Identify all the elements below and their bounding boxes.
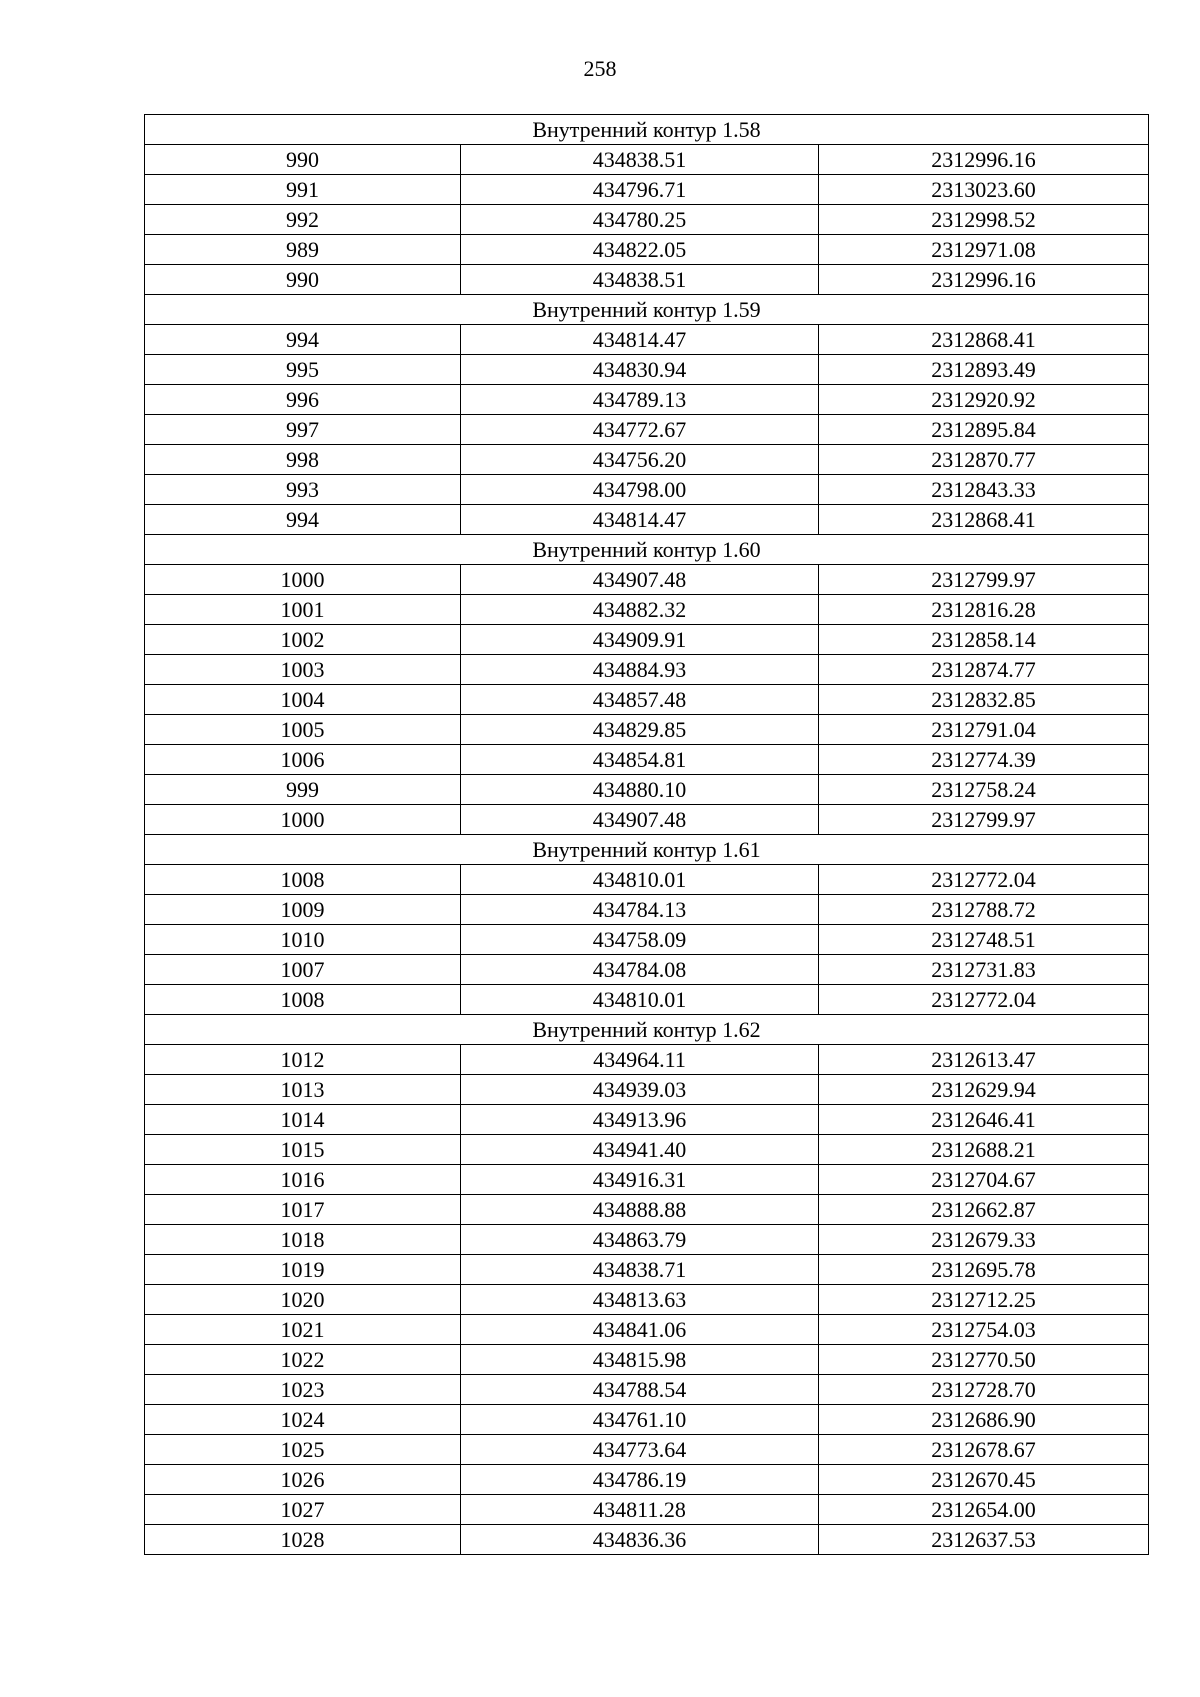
y-coordinate-cell: 2312695.78 bbox=[819, 1255, 1149, 1285]
table-row bbox=[145, 865, 1149, 895]
point-number-cell: 993 bbox=[145, 475, 461, 505]
table-row bbox=[145, 1495, 1149, 1525]
table-row bbox=[145, 175, 1149, 205]
point-number-cell: 989 bbox=[145, 235, 461, 265]
x-coordinate-cell: 434830.94 bbox=[461, 355, 819, 385]
x-coordinate-cell: 434810.01 bbox=[461, 865, 819, 895]
section-header-row bbox=[145, 295, 1149, 325]
x-coordinate-cell: 434814.47 bbox=[461, 325, 819, 355]
table-row bbox=[145, 1045, 1149, 1075]
point-number-cell: 999 bbox=[145, 775, 461, 805]
x-coordinate-cell: 434772.67 bbox=[461, 415, 819, 445]
point-number-cell: 990 bbox=[145, 145, 461, 175]
point-number-cell: 1023 bbox=[145, 1375, 461, 1405]
point-number-cell: 1007 bbox=[145, 955, 461, 985]
y-coordinate-cell: 2312868.41 bbox=[819, 325, 1149, 355]
y-coordinate-cell: 2312754.03 bbox=[819, 1315, 1149, 1345]
x-coordinate-cell: 434916.31 bbox=[461, 1165, 819, 1195]
table-row bbox=[145, 1225, 1149, 1255]
y-coordinate-cell: 2312920.92 bbox=[819, 385, 1149, 415]
y-coordinate-cell: 2312870.77 bbox=[819, 445, 1149, 475]
coordinates-table bbox=[144, 114, 1149, 1555]
point-number-cell: 1008 bbox=[145, 865, 461, 895]
point-number-cell: 1003 bbox=[145, 655, 461, 685]
y-coordinate-cell: 2312637.53 bbox=[819, 1525, 1149, 1555]
y-coordinate-cell: 2312868.41 bbox=[819, 505, 1149, 535]
point-number-cell: 1024 bbox=[145, 1405, 461, 1435]
table-row bbox=[145, 265, 1149, 295]
point-number-cell: 1013 bbox=[145, 1075, 461, 1105]
x-coordinate-cell: 434815.98 bbox=[461, 1345, 819, 1375]
table-row bbox=[145, 985, 1149, 1015]
x-coordinate-cell: 434784.08 bbox=[461, 955, 819, 985]
point-number-cell: 1021 bbox=[145, 1315, 461, 1345]
table-row bbox=[145, 1315, 1149, 1345]
table-row bbox=[145, 1165, 1149, 1195]
y-coordinate-cell: 2312799.97 bbox=[819, 565, 1149, 595]
x-coordinate-cell: 434784.13 bbox=[461, 895, 819, 925]
section-title: Внутренний контур 1.60 bbox=[145, 535, 1149, 565]
page-number: 258 bbox=[583, 56, 617, 81]
y-coordinate-cell: 2312679.33 bbox=[819, 1225, 1149, 1255]
x-coordinate-cell: 434939.03 bbox=[461, 1075, 819, 1105]
x-coordinate-cell: 434907.48 bbox=[461, 805, 819, 835]
x-coordinate-cell: 434909.91 bbox=[461, 625, 819, 655]
table-row bbox=[145, 1105, 1149, 1135]
y-coordinate-cell: 2312774.39 bbox=[819, 745, 1149, 775]
table-row bbox=[145, 625, 1149, 655]
table-row bbox=[145, 595, 1149, 625]
point-number-cell: 997 bbox=[145, 415, 461, 445]
x-coordinate-cell: 434814.47 bbox=[461, 505, 819, 535]
table-row bbox=[145, 1285, 1149, 1315]
table-row bbox=[145, 775, 1149, 805]
x-coordinate-cell: 434907.48 bbox=[461, 565, 819, 595]
x-coordinate-cell: 434941.40 bbox=[461, 1135, 819, 1165]
table-row bbox=[145, 715, 1149, 745]
x-coordinate-cell: 434838.71 bbox=[461, 1255, 819, 1285]
y-coordinate-cell: 2312678.67 bbox=[819, 1435, 1149, 1465]
x-coordinate-cell: 434829.85 bbox=[461, 715, 819, 745]
x-coordinate-cell: 434756.20 bbox=[461, 445, 819, 475]
x-coordinate-cell: 434813.63 bbox=[461, 1285, 819, 1315]
section-title: Внутренний контур 1.62 bbox=[145, 1015, 1149, 1045]
table-row bbox=[145, 325, 1149, 355]
x-coordinate-cell: 434789.13 bbox=[461, 385, 819, 415]
table-row bbox=[145, 895, 1149, 925]
point-number-cell: 996 bbox=[145, 385, 461, 415]
x-coordinate-cell: 434811.28 bbox=[461, 1495, 819, 1525]
x-coordinate-cell: 434773.64 bbox=[461, 1435, 819, 1465]
table-row bbox=[145, 685, 1149, 715]
point-number-cell: 1016 bbox=[145, 1165, 461, 1195]
table-row bbox=[145, 415, 1149, 445]
table-row bbox=[145, 745, 1149, 775]
point-number-cell: 998 bbox=[145, 445, 461, 475]
x-coordinate-cell: 434758.09 bbox=[461, 925, 819, 955]
table-row bbox=[145, 445, 1149, 475]
x-coordinate-cell: 434880.10 bbox=[461, 775, 819, 805]
y-coordinate-cell: 2312670.45 bbox=[819, 1465, 1149, 1495]
y-coordinate-cell: 2312728.70 bbox=[819, 1375, 1149, 1405]
y-coordinate-cell: 2312996.16 bbox=[819, 265, 1149, 295]
table-row bbox=[145, 505, 1149, 535]
coordinates-table-body bbox=[145, 115, 1149, 1555]
y-coordinate-cell: 2312758.24 bbox=[819, 775, 1149, 805]
table-row bbox=[145, 1345, 1149, 1375]
x-coordinate-cell: 434796.71 bbox=[461, 175, 819, 205]
point-number-cell: 1009 bbox=[145, 895, 461, 925]
x-coordinate-cell: 434836.36 bbox=[461, 1525, 819, 1555]
x-coordinate-cell: 434913.96 bbox=[461, 1105, 819, 1135]
x-coordinate-cell: 434854.81 bbox=[461, 745, 819, 775]
y-coordinate-cell: 2312895.84 bbox=[819, 415, 1149, 445]
y-coordinate-cell: 2312662.87 bbox=[819, 1195, 1149, 1225]
point-number-cell: 1019 bbox=[145, 1255, 461, 1285]
point-number-cell: 1027 bbox=[145, 1495, 461, 1525]
y-coordinate-cell: 2313023.60 bbox=[819, 175, 1149, 205]
point-number-cell: 995 bbox=[145, 355, 461, 385]
table-row bbox=[145, 475, 1149, 505]
table-row bbox=[145, 955, 1149, 985]
section-title: Внутренний контур 1.59 bbox=[145, 295, 1149, 325]
y-coordinate-cell: 2312893.49 bbox=[819, 355, 1149, 385]
y-coordinate-cell: 2312704.67 bbox=[819, 1165, 1149, 1195]
table-row bbox=[145, 565, 1149, 595]
x-coordinate-cell: 434841.06 bbox=[461, 1315, 819, 1345]
point-number-cell: 1020 bbox=[145, 1285, 461, 1315]
table-row bbox=[145, 1195, 1149, 1225]
table-row bbox=[145, 145, 1149, 175]
x-coordinate-cell: 434761.10 bbox=[461, 1405, 819, 1435]
y-coordinate-cell: 2312613.47 bbox=[819, 1045, 1149, 1075]
x-coordinate-cell: 434788.54 bbox=[461, 1375, 819, 1405]
y-coordinate-cell: 2312996.16 bbox=[819, 145, 1149, 175]
point-number-cell: 1015 bbox=[145, 1135, 461, 1165]
point-number-cell: 1028 bbox=[145, 1525, 461, 1555]
y-coordinate-cell: 2312998.52 bbox=[819, 205, 1149, 235]
table-row bbox=[145, 1135, 1149, 1165]
y-coordinate-cell: 2312772.04 bbox=[819, 985, 1149, 1015]
table-row bbox=[145, 925, 1149, 955]
y-coordinate-cell: 2312629.94 bbox=[819, 1075, 1149, 1105]
section-header-row bbox=[145, 835, 1149, 865]
x-coordinate-cell: 434822.05 bbox=[461, 235, 819, 265]
table-row bbox=[145, 235, 1149, 265]
section-header-row bbox=[145, 115, 1149, 145]
y-coordinate-cell: 2312832.85 bbox=[819, 685, 1149, 715]
point-number-cell: 1018 bbox=[145, 1225, 461, 1255]
x-coordinate-cell: 434882.32 bbox=[461, 595, 819, 625]
point-number-cell: 990 bbox=[145, 265, 461, 295]
y-coordinate-cell: 2312748.51 bbox=[819, 925, 1149, 955]
x-coordinate-cell: 434838.51 bbox=[461, 265, 819, 295]
table-row bbox=[145, 1375, 1149, 1405]
table-row bbox=[145, 1405, 1149, 1435]
point-number-cell: 1000 bbox=[145, 805, 461, 835]
y-coordinate-cell: 2312816.28 bbox=[819, 595, 1149, 625]
section-title: Внутренний контур 1.58 bbox=[145, 115, 1149, 145]
y-coordinate-cell: 2312858.14 bbox=[819, 625, 1149, 655]
y-coordinate-cell: 2312772.04 bbox=[819, 865, 1149, 895]
point-number-cell: 994 bbox=[145, 325, 461, 355]
point-number-cell: 1005 bbox=[145, 715, 461, 745]
point-number-cell: 991 bbox=[145, 175, 461, 205]
table-row bbox=[145, 1435, 1149, 1465]
section-title: Внутренний контур 1.61 bbox=[145, 835, 1149, 865]
point-number-cell: 992 bbox=[145, 205, 461, 235]
x-coordinate-cell: 434888.88 bbox=[461, 1195, 819, 1225]
y-coordinate-cell: 2312686.90 bbox=[819, 1405, 1149, 1435]
y-coordinate-cell: 2312646.41 bbox=[819, 1105, 1149, 1135]
x-coordinate-cell: 434798.00 bbox=[461, 475, 819, 505]
table-row bbox=[145, 805, 1149, 835]
y-coordinate-cell: 2312874.77 bbox=[819, 655, 1149, 685]
table-row bbox=[145, 1465, 1149, 1495]
y-coordinate-cell: 2312843.33 bbox=[819, 475, 1149, 505]
table-row bbox=[145, 1075, 1149, 1105]
point-number-cell: 1006 bbox=[145, 745, 461, 775]
y-coordinate-cell: 2312791.04 bbox=[819, 715, 1149, 745]
x-coordinate-cell: 434780.25 bbox=[461, 205, 819, 235]
x-coordinate-cell: 434964.11 bbox=[461, 1045, 819, 1075]
y-coordinate-cell: 2312654.00 bbox=[819, 1495, 1149, 1525]
point-number-cell: 1017 bbox=[145, 1195, 461, 1225]
y-coordinate-cell: 2312770.50 bbox=[819, 1345, 1149, 1375]
section-header-row bbox=[145, 535, 1149, 565]
table-row bbox=[145, 355, 1149, 385]
x-coordinate-cell: 434810.01 bbox=[461, 985, 819, 1015]
point-number-cell: 1010 bbox=[145, 925, 461, 955]
point-number-cell: 1004 bbox=[145, 685, 461, 715]
point-number-cell: 1001 bbox=[145, 595, 461, 625]
point-number-cell: 1025 bbox=[145, 1435, 461, 1465]
table-row bbox=[145, 385, 1149, 415]
y-coordinate-cell: 2312731.83 bbox=[819, 955, 1149, 985]
point-number-cell: 994 bbox=[145, 505, 461, 535]
x-coordinate-cell: 434857.48 bbox=[461, 685, 819, 715]
y-coordinate-cell: 2312788.72 bbox=[819, 895, 1149, 925]
x-coordinate-cell: 434838.51 bbox=[461, 145, 819, 175]
point-number-cell: 1014 bbox=[145, 1105, 461, 1135]
table-row bbox=[145, 1255, 1149, 1285]
point-number-cell: 1012 bbox=[145, 1045, 461, 1075]
y-coordinate-cell: 2312799.97 bbox=[819, 805, 1149, 835]
table-row bbox=[145, 655, 1149, 685]
x-coordinate-cell: 434884.93 bbox=[461, 655, 819, 685]
x-coordinate-cell: 434786.19 bbox=[461, 1465, 819, 1495]
section-header-row bbox=[145, 1015, 1149, 1045]
y-coordinate-cell: 2312712.25 bbox=[819, 1285, 1149, 1315]
table-row bbox=[145, 205, 1149, 235]
point-number-cell: 1026 bbox=[145, 1465, 461, 1495]
y-coordinate-cell: 2312971.08 bbox=[819, 235, 1149, 265]
table-row bbox=[145, 1525, 1149, 1555]
point-number-cell: 1000 bbox=[145, 565, 461, 595]
point-number-cell: 1008 bbox=[145, 985, 461, 1015]
point-number-cell: 1002 bbox=[145, 625, 461, 655]
point-number-cell: 1022 bbox=[145, 1345, 461, 1375]
x-coordinate-cell: 434863.79 bbox=[461, 1225, 819, 1255]
y-coordinate-cell: 2312688.21 bbox=[819, 1135, 1149, 1165]
